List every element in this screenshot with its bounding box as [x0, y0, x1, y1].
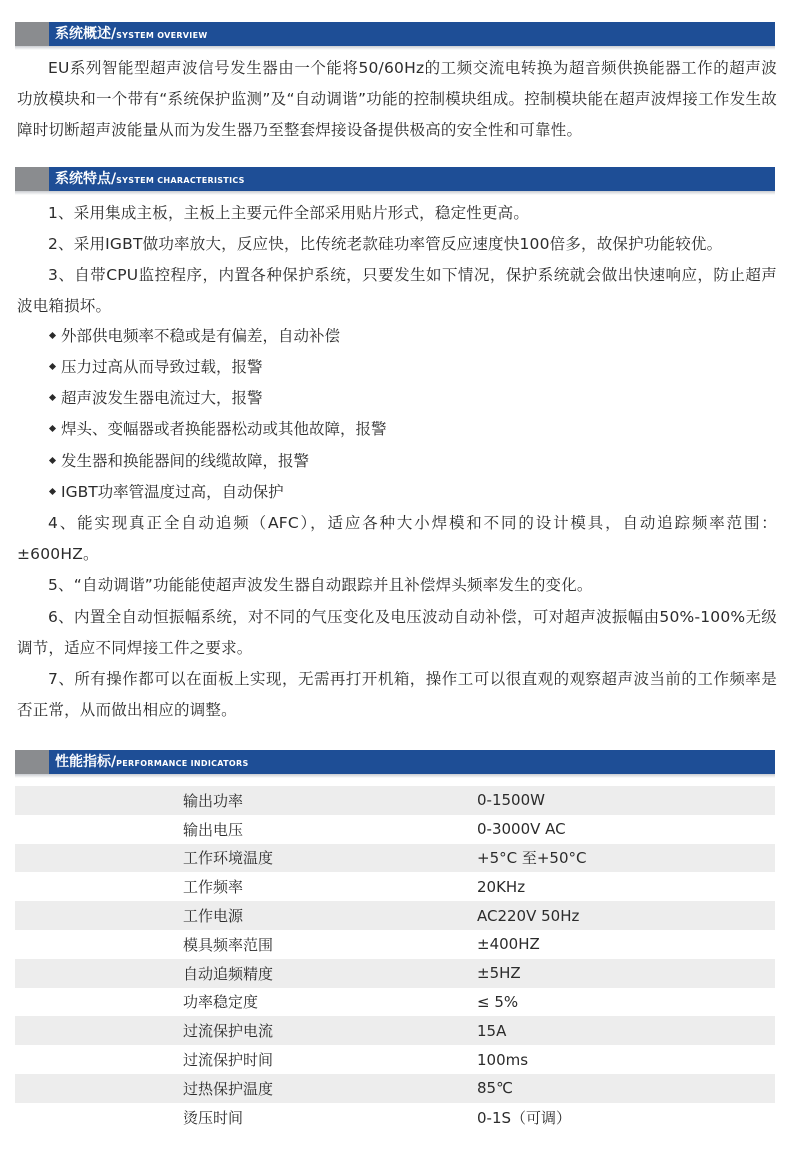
section-header-overview [15, 22, 775, 46]
table-row [15, 1045, 775, 1074]
spec-value: 0-3000V AC [477, 820, 566, 839]
spec-value: 15A [475, 1016, 775, 1045]
spec-value: 100ms [477, 1050, 529, 1069]
diamond-bullet-icon [49, 362, 56, 369]
section-title-characteristics: 系统特点/SYSTEM CHARACTERISTICS [55, 171, 245, 187]
table-row [15, 786, 775, 815]
characteristic-item-3: 3、自带CPU监控程序，内置各种保护系统，只要发生如下情况，保护系统就会做出快速响应，防止超声波电箱损坏。 [17, 266, 777, 315]
table-row [15, 872, 775, 901]
section-title-overview: 系统概述/SYSTEM OVERVIEW [55, 26, 208, 42]
spec-name: 过流保护电流 [15, 1016, 475, 1045]
spec-name: 输出功率 [15, 786, 475, 815]
bullet-item: 压力过高从而导致过载，报警 [48, 352, 263, 383]
bullet-item: 发生器和换能器间的线缆故障，报警 [48, 446, 309, 477]
section-header-performance [15, 750, 775, 774]
spec-name: 工作电源 [15, 901, 475, 930]
diamond-bullet-icon [49, 456, 56, 463]
spec-name: 模具频率范围 [183, 935, 274, 954]
spec-name: 输出电压 [183, 820, 244, 839]
spec-value: 0-1500W [475, 786, 775, 815]
spec-value: ≤ 5% [477, 992, 519, 1011]
table-row [15, 844, 775, 873]
diamond-bullet-icon [49, 487, 56, 494]
characteristic-item-7: 7、所有操作都可以在面板上实现，无需再打开机箱，操作工可以很直观的观察超声波当前的工作频率是否正常，从而做出相应的调整。 [17, 670, 777, 719]
spec-name: 工作频率 [183, 878, 244, 897]
bullet-item: 外部供电频率不稳或是有偏差，自动补偿 [48, 321, 340, 352]
characteristic-item-5: 5、“自动调谐”功能能使超声波发生器自动跟踪并且补偿焊头频率发生的变化。 [48, 576, 593, 594]
table-row [15, 1074, 775, 1103]
spec-name: 过热保护温度 [15, 1074, 475, 1103]
bullet-item: IGBT功率管温度过高，自动保护 [48, 477, 284, 508]
section-header-characteristics [15, 167, 775, 191]
spec-name: 功率稳定度 [183, 993, 259, 1012]
diamond-bullet-icon [49, 424, 56, 431]
characteristic-item-1: 1、采用集成主板，主板上主要元件全部采用贴片形式，稳定性更高。 [48, 204, 530, 222]
spec-value: ±5HZ [475, 959, 775, 988]
spec-value: 20KHz [477, 877, 526, 896]
diamond-bullet-icon [49, 393, 56, 400]
section-title-performance: 性能指标/PERFORMANCE INDICATORS [55, 754, 249, 770]
spec-value: AC220V 50Hz [475, 901, 775, 930]
spec-name: 工作环境温度 [15, 844, 475, 873]
diamond-bullet-icon [49, 331, 56, 338]
table-row [15, 901, 775, 930]
bullet-item: 焊头、变幅器或者换能器松动或其他故障，报警 [48, 414, 387, 445]
table-row [15, 1016, 775, 1045]
bullet-item: 超声波发生器电流过大，报警 [48, 383, 263, 414]
table-row [15, 988, 775, 1017]
spec-name: 烫压时间 [183, 1108, 244, 1127]
spec-name: 自动追频精度 [15, 959, 475, 988]
table-row [15, 815, 775, 844]
overview-text: EU系列智能型超声波信号发生器由一个能将50/60Hz的工频交流电转换为超音频供换能器工作的超声波功放模块和一个带有“系统保护监测”及“自动调谐”功能的控制模块组成。控制模块能在超声波焊接工作发生故障时切断超声波能量从而为发生器乃至整套焊接设备提供极高的安全性和可靠性。 [17, 59, 777, 139]
spec-value: +5°C 至+50°C [475, 844, 775, 873]
header-accent-block [15, 22, 49, 46]
header-accent-block [15, 167, 49, 191]
table-row [15, 1103, 775, 1132]
spec-value: 0-1S（可调） [477, 1108, 572, 1127]
spec-name: 过流保护时间 [183, 1051, 274, 1070]
table-row [15, 959, 775, 988]
header-accent-block [15, 750, 49, 774]
table-row [15, 930, 775, 959]
spec-value: ±400HZ [477, 935, 540, 954]
characteristic-item-4: 4、能实现真正全自动追频（AFC），适应各种大小焊模和不同的设计模具，自动追踪频率范围：±600HZ。 [17, 514, 777, 563]
spec-value: 85℃ [475, 1074, 775, 1103]
characteristic-item-2: 2、采用IGBT做功率放大，反应快，比传统老款硅功率管反应速度快100倍多，故保护功能较优。 [48, 235, 723, 253]
characteristic-item-6: 6、内置全自动恒振幅系统，对不同的气压变化及电压波动自动补偿，可对超声波振幅由50%-100%无级调节，适应不同焊接工件之要求。 [17, 608, 777, 657]
performance-table [15, 786, 775, 1132]
